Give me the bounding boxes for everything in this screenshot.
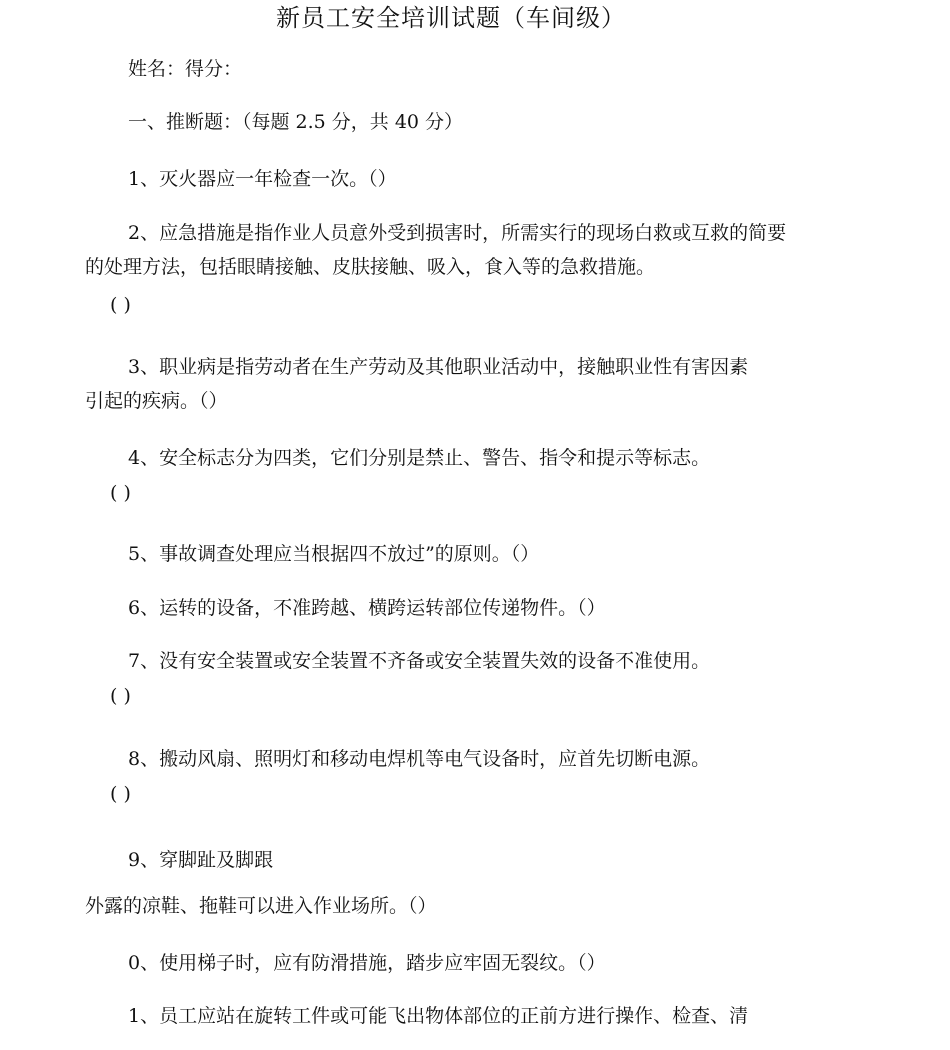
question-7-line-1: 7、没有安全装置或安全装置不齐备或安全装置失效的设备不准使用。	[128, 650, 711, 672]
section-heading: 一、推断题：（每题 2.5 分，共 40 分）	[128, 111, 464, 133]
question-3-line-1: 3、职业病是指劳动者在生产劳动及其他职业活动中，接触职业性有害因素	[128, 356, 749, 378]
document-title: 新员工安全培训试题（车间级）	[276, 4, 626, 32]
name-score-line: 姓名：得分：	[128, 58, 243, 80]
question-2-answer-blank: ( )	[110, 294, 131, 316]
question-5-line-1: 5、事故调查处理应当根据四不放过”的原则。（）	[128, 543, 540, 565]
question-2-line-1: 2、应急措施是指作业人员意外受到损害时，所需实行的现场白救或互救的简要	[128, 222, 787, 244]
question-1-line-1: 1、灭火器应一年检查一次。（）	[128, 168, 397, 190]
question-4-answer-blank: ( )	[110, 482, 131, 504]
question-8-line-1: 8、搬动风扇、照明灯和移动电焊机等电气设备时，应首先切断电源。	[128, 748, 711, 770]
question-11-line-1: 1、员工应站在旋转工件或可能飞出物体部位的正前方进行操作、检查、清	[128, 1005, 749, 1027]
question-8-answer-blank: ( )	[110, 783, 131, 805]
question-9-line-2: 外露的凉鞋、拖鞋可以进入作业场所。（）	[85, 895, 437, 917]
question-2-line-2: 的处理方法，包括眼睛接触、皮肤接触、吸入，食入等的急救措施。	[85, 256, 656, 278]
question-9-line-1: 9、穿脚趾及脚跟	[128, 849, 274, 871]
question-7-answer-blank: ( )	[110, 685, 131, 707]
question-6-line-1: 6、运转的设备，不准跨越、横跨运转部位传递物件。（）	[128, 597, 606, 619]
question-3-line-2: 引起的疾病。（）	[85, 390, 228, 412]
question-4-line-1: 4、安全标志分为四类，它们分别是禁止、警告、指令和提示等标志。	[128, 447, 711, 469]
question-10-line-1: 0、使用梯子时，应有防滑措施，踏步应牢固无裂纹。（）	[128, 952, 606, 974]
